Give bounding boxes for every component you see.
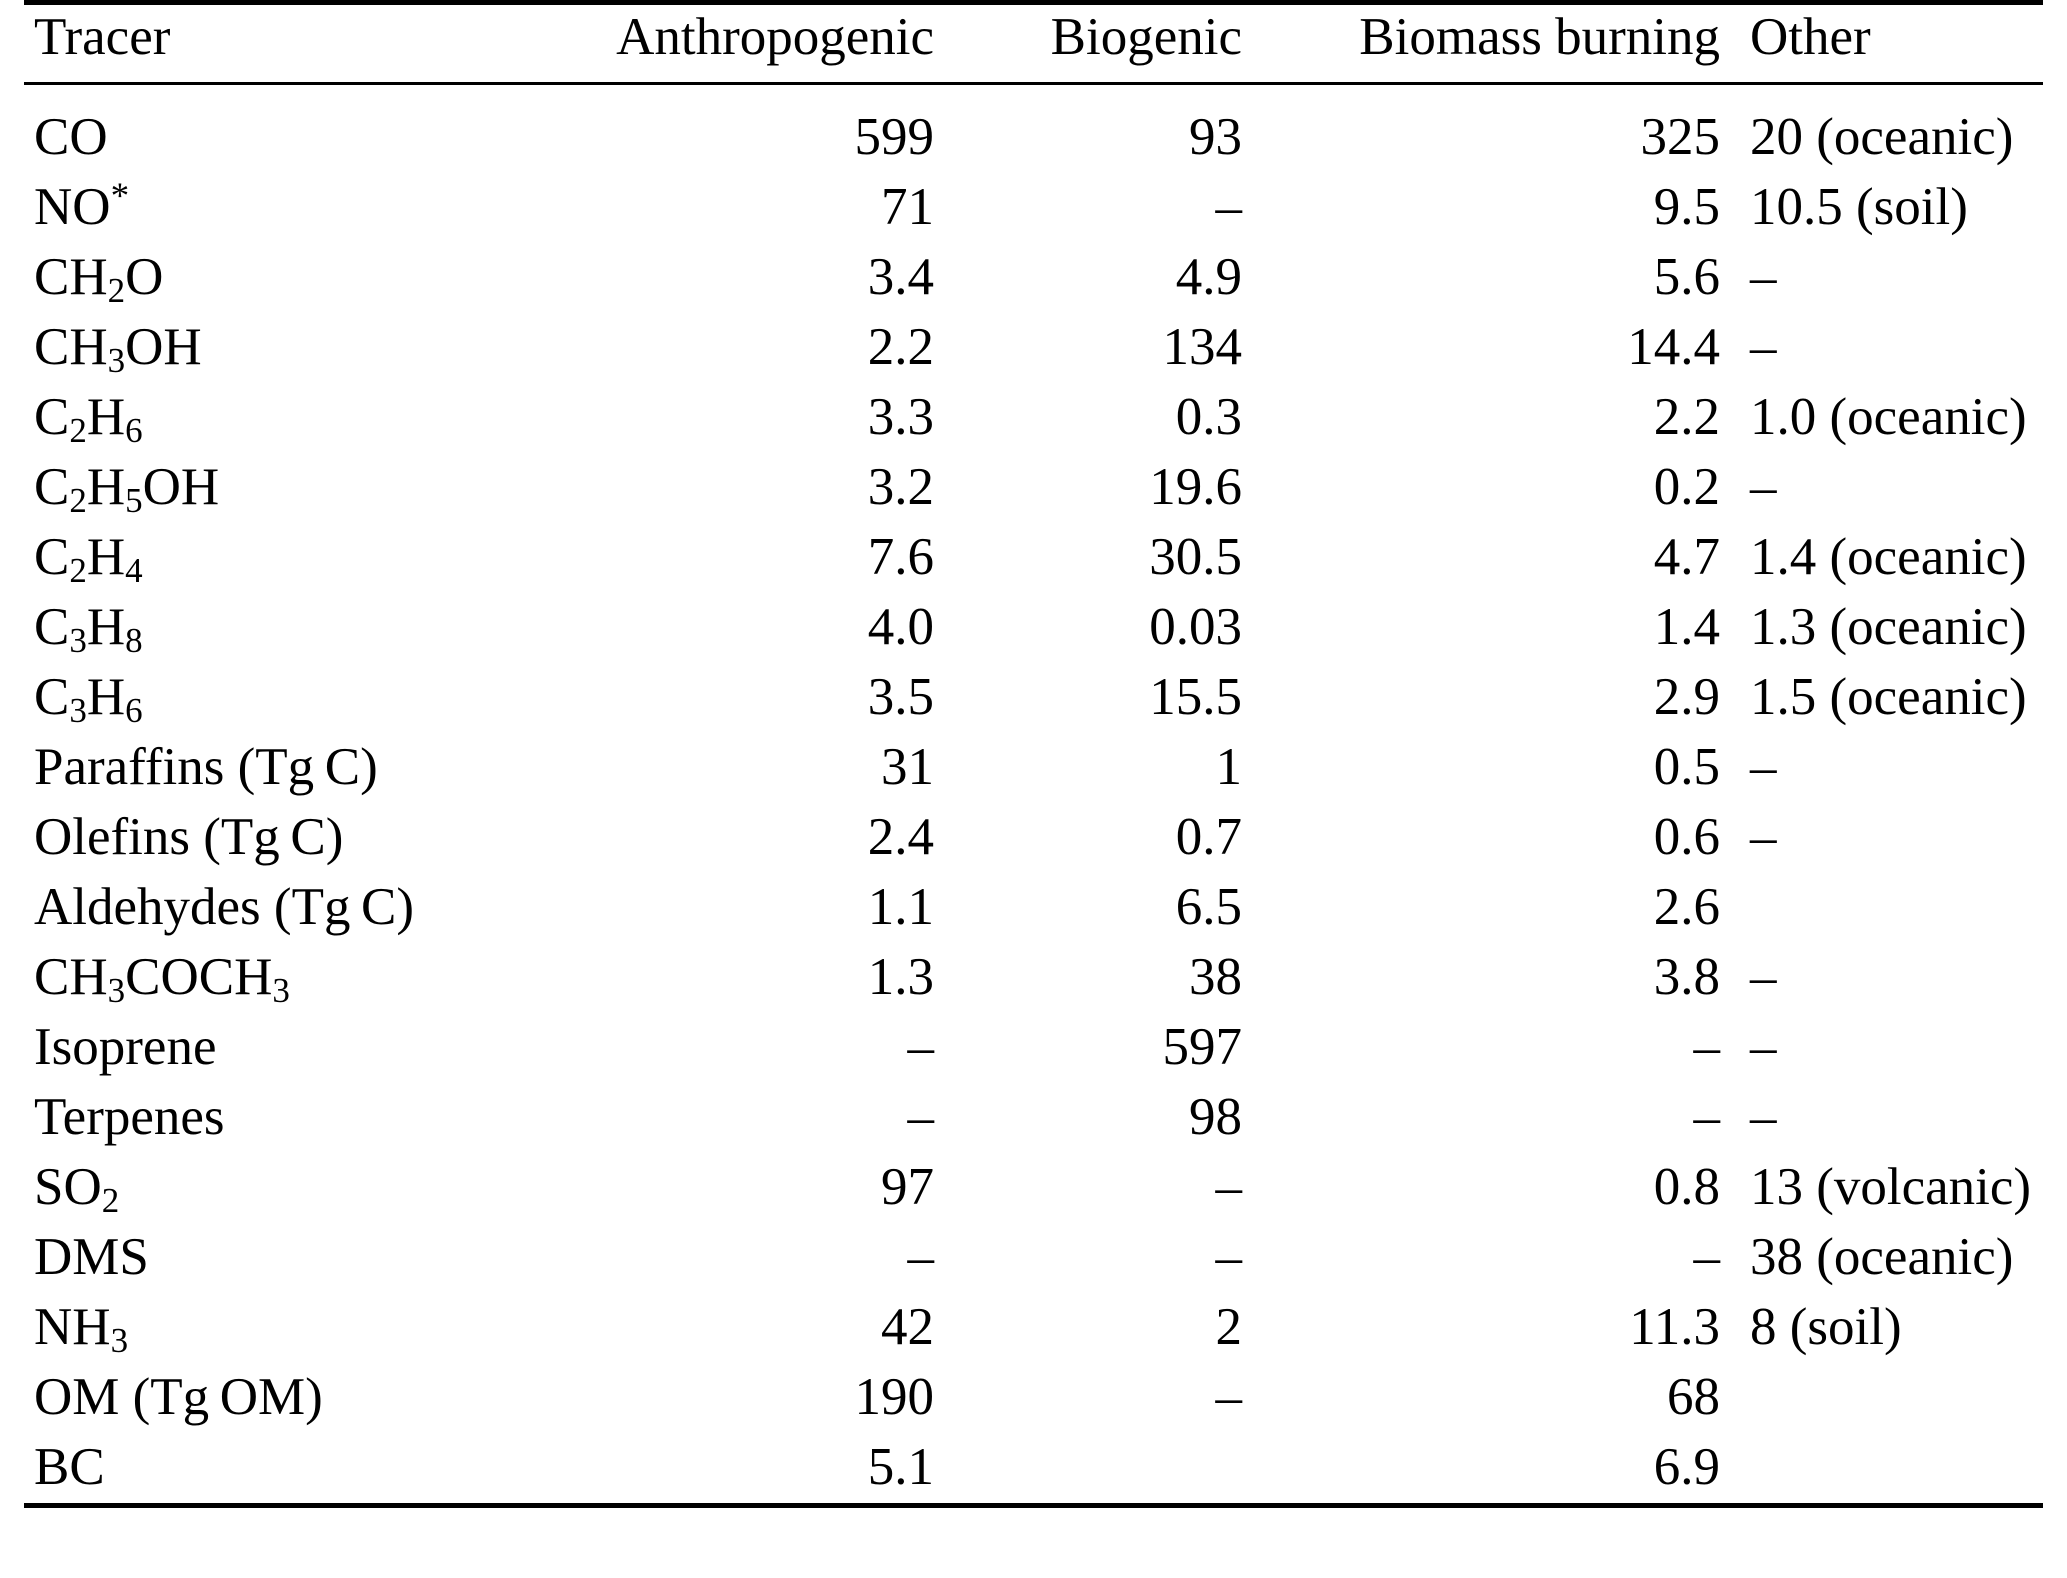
cell-anthropogenic: 5.1 bbox=[867, 1438, 934, 1496]
column-header-biogenic: Biogenic bbox=[942, 3, 1250, 84]
table-row bbox=[24, 173, 2043, 243]
cell-anthropogenic: 3.3 bbox=[867, 388, 934, 446]
cell-anthropogenic: 71 bbox=[881, 178, 934, 236]
cell-biogenic: 15.5 bbox=[1149, 668, 1242, 726]
cell-tracer: $SO_2$ bbox=[34, 1158, 120, 1220]
cell-other bbox=[1742, 1363, 2043, 1433]
cell-anthropogenic: 7.6 bbox=[867, 528, 934, 586]
cell-tracer: Aldehydes (Tg C) bbox=[34, 878, 415, 936]
cell-biomass-burning: 14.4 bbox=[1627, 318, 1720, 376]
cell-other: 20 (oceanic) bbox=[1742, 84, 2043, 174]
cell-anthropogenic: 4.0 bbox=[867, 598, 934, 656]
column-header-biomass-burning: Biomass burning bbox=[1250, 3, 1742, 84]
cell-anthropogenic: 190 bbox=[854, 1368, 934, 1426]
table-row bbox=[24, 523, 2043, 593]
cell-other: 1.5 (oceanic) bbox=[1750, 668, 2027, 726]
bottom-rule-segment bbox=[24, 1506, 554, 1515]
bottom-rule-segment bbox=[1742, 1506, 2043, 1515]
table-row bbox=[24, 733, 2043, 803]
cell-biomass-burning: 0.6 bbox=[1653, 808, 1720, 866]
cell-anthropogenic: – bbox=[907, 1088, 934, 1146]
table-row bbox=[24, 663, 2043, 733]
cell-tracer: DMS bbox=[34, 1228, 149, 1286]
cell-other: 8 (soil) bbox=[1750, 1298, 1902, 1356]
table-row bbox=[24, 243, 2043, 313]
cell-biomass-burning: 0.2 bbox=[1653, 458, 1720, 516]
cell-biomass-burning: – bbox=[1693, 1018, 1720, 1076]
cell-other: 10.5 (soil) bbox=[1750, 178, 1968, 236]
header-row bbox=[24, 3, 2043, 84]
cell-biomass-burning: 4.7 bbox=[1653, 528, 1720, 586]
cell-anthropogenic: 2.4 bbox=[867, 808, 934, 866]
cell-anthropogenic: 2.2 bbox=[867, 318, 934, 376]
bottom-rule-segment bbox=[554, 1506, 942, 1515]
cell-other: – bbox=[1750, 248, 1777, 306]
cell-tracer: $CH_3OH$ bbox=[34, 318, 202, 380]
cell-biogenic: – bbox=[1215, 178, 1242, 236]
cell-biogenic: 38 bbox=[1189, 948, 1242, 1006]
table-row bbox=[24, 873, 2043, 943]
table-bottom-rule bbox=[24, 1506, 2043, 1515]
column-header-tracer: Tracer bbox=[24, 3, 554, 84]
cell-biogenic: 0.03 bbox=[1149, 598, 1242, 656]
cell-anthropogenic: 1.1 bbox=[867, 878, 934, 936]
cell-anthropogenic: 1.3 bbox=[867, 948, 934, 1006]
cell-biogenic: 30.5 bbox=[1149, 528, 1242, 586]
cell-biogenic: 93 bbox=[942, 84, 1250, 174]
table-row bbox=[24, 1433, 2043, 1506]
cell-other: – bbox=[1750, 458, 1777, 516]
bottom-rule-segment bbox=[942, 1506, 1250, 1515]
cell-tracer: $NH_3$ bbox=[34, 1298, 129, 1360]
cell-biogenic: – bbox=[1215, 1158, 1242, 1216]
cell-tracer: Isoprene bbox=[34, 1018, 217, 1076]
cell-biogenic: 0.3 bbox=[1175, 388, 1242, 446]
cell-biomass-burning: 11.3 bbox=[1629, 1298, 1720, 1356]
cell-biogenic: 98 bbox=[1189, 1088, 1242, 1146]
cell-biomass-burning: 1.4 bbox=[1653, 598, 1720, 656]
cell-tracer: $C_2H_6$ bbox=[34, 388, 143, 450]
table-row bbox=[24, 1013, 2043, 1083]
cell-biogenic: 0.7 bbox=[1175, 808, 1242, 866]
cell-tracer: $C_2H_5OH$ bbox=[34, 458, 220, 520]
cell-tracer: $CH_3COCH_3$ bbox=[34, 948, 290, 1010]
cell-biomass-burning: 2.6 bbox=[1653, 878, 1720, 936]
cell-biogenic bbox=[942, 1433, 1250, 1506]
cell-other: – bbox=[1750, 318, 1777, 376]
table-row bbox=[24, 313, 2043, 383]
table-row bbox=[24, 1083, 2043, 1153]
cell-biogenic: 597 bbox=[1162, 1018, 1242, 1076]
cell-tracer: OM (Tg OM) bbox=[34, 1368, 323, 1426]
cell-biomass-burning: 3.8 bbox=[1653, 948, 1720, 1006]
cell-tracer: $CH_2O$ bbox=[34, 248, 164, 310]
cell-biogenic: 4.9 bbox=[1175, 248, 1242, 306]
cell-other: – bbox=[1750, 738, 1777, 796]
cell-other bbox=[1742, 873, 2043, 943]
cell-biomass-burning: 2.9 bbox=[1653, 668, 1720, 726]
table-row bbox=[24, 1363, 2043, 1433]
cell-biogenic: 19.6 bbox=[1149, 458, 1242, 516]
cell-biogenic: 1 bbox=[1215, 738, 1242, 796]
cell-other bbox=[1742, 1433, 2043, 1506]
cell-anthropogenic: 3.5 bbox=[867, 668, 934, 726]
cell-tracer: $C_2H_4$ bbox=[34, 528, 143, 590]
table-row bbox=[24, 803, 2043, 873]
cell-anthropogenic: 3.4 bbox=[867, 248, 934, 306]
column-header-anthropogenic: Anthropogenic bbox=[554, 3, 942, 84]
cell-biogenic: – bbox=[1215, 1368, 1242, 1426]
cell-biogenic: 2 bbox=[1215, 1298, 1242, 1356]
cell-anthropogenic: 97 bbox=[881, 1158, 934, 1216]
cell-tracer: Olefins (Tg C) bbox=[34, 808, 344, 866]
table-header bbox=[24, 3, 2043, 84]
cell-other: – bbox=[1750, 808, 1777, 866]
cell-other: 38 (oceanic) bbox=[1750, 1228, 2014, 1286]
cell-biomass-burning: 5.6 bbox=[1653, 248, 1720, 306]
cell-tracer: Paraffins (Tg C) bbox=[34, 738, 378, 796]
cell-biomass-burning: 9.5 bbox=[1653, 178, 1720, 236]
cell-other: – bbox=[1750, 1088, 1777, 1146]
cell-tracer: BC bbox=[34, 1438, 105, 1496]
cell-biomass-burning: – bbox=[1693, 1228, 1720, 1286]
table-row bbox=[24, 453, 2043, 523]
cell-biogenic: 134 bbox=[1162, 318, 1242, 376]
cell-biomass-burning: 0.8 bbox=[1653, 1158, 1720, 1216]
table-row bbox=[24, 1293, 2043, 1363]
cell-tracer: $C_3H_6$ bbox=[34, 668, 143, 730]
cell-biomass-burning: – bbox=[1693, 1088, 1720, 1146]
cell-biomass-burning: 2.2 bbox=[1653, 388, 1720, 446]
cell-anthropogenic: – bbox=[907, 1228, 934, 1286]
cell-tracer: NO* bbox=[34, 176, 130, 236]
cell-other: 1.4 (oceanic) bbox=[1750, 528, 2027, 586]
cell-other: – bbox=[1750, 948, 1777, 1006]
cell-other: 1.0 (oceanic) bbox=[1750, 388, 2027, 446]
cell-other: 1.3 (oceanic) bbox=[1750, 598, 2027, 656]
table-row bbox=[24, 1153, 2043, 1223]
cell-biogenic: 6.5 bbox=[1175, 878, 1242, 936]
cell-tracer: CO bbox=[24, 84, 554, 174]
cell-tracer: $C_3H_8$ bbox=[34, 598, 143, 660]
cell-anthropogenic: 42 bbox=[881, 1298, 934, 1356]
cell-anthropogenic: 599 bbox=[554, 84, 942, 174]
cell-biomass-burning: 6.9 bbox=[1653, 1438, 1720, 1496]
bottom-rule-segment bbox=[1250, 1506, 1742, 1515]
cell-other: 13 (volcanic) bbox=[1750, 1158, 2032, 1216]
cell-anthropogenic: – bbox=[907, 1018, 934, 1076]
cell-biogenic: – bbox=[1215, 1228, 1242, 1286]
emissions-table bbox=[24, 0, 2043, 1514]
cell-biomass-burning: 0.5 bbox=[1653, 738, 1720, 796]
table-row bbox=[24, 383, 2043, 453]
cell-other: – bbox=[1750, 1018, 1777, 1076]
table-row bbox=[24, 84, 2043, 174]
cell-anthropogenic: 3.2 bbox=[867, 458, 934, 516]
table-body bbox=[24, 84, 2043, 1515]
cell-biomass-burning: 325 bbox=[1250, 84, 1742, 174]
column-header-other: Other bbox=[1742, 3, 2043, 84]
cell-anthropogenic: 31 bbox=[881, 738, 934, 796]
cell-tracer: Terpenes bbox=[34, 1088, 225, 1146]
table-row bbox=[24, 1223, 2043, 1293]
table-row bbox=[24, 593, 2043, 663]
cell-biomass-burning: 68 bbox=[1667, 1368, 1720, 1426]
table-row bbox=[24, 943, 2043, 1013]
